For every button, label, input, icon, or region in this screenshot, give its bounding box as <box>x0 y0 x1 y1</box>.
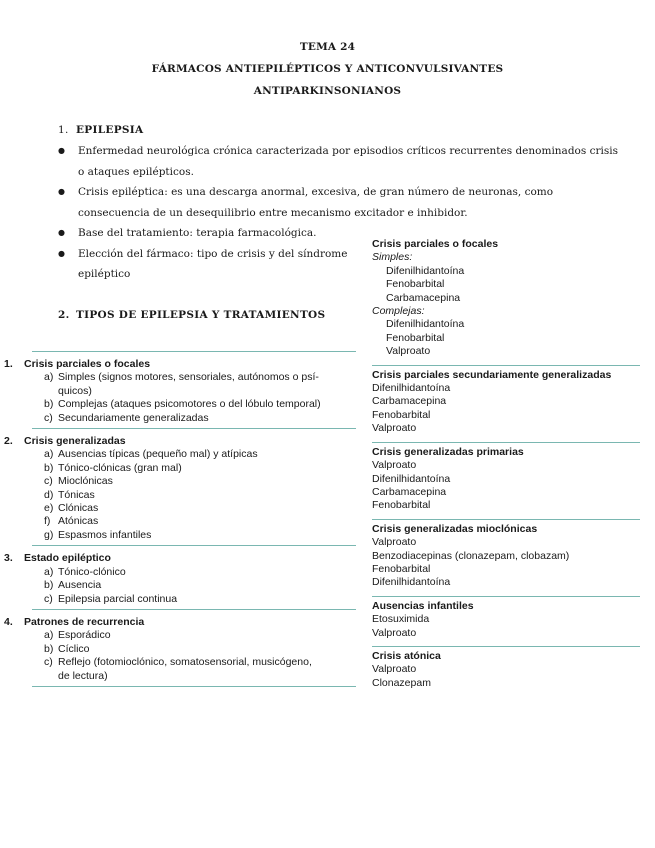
list-item <box>32 398 356 411</box>
item-letter: e) <box>44 502 54 515</box>
bullet-item: ● Crisis epiléptica: es una descarga anormal, excesiva, de gran número de neuronas, como consecuencia de un desequilibrio entre mecanismo excitador e inhibidor. <box>58 182 618 223</box>
list-item <box>32 462 356 475</box>
item-letter: a) <box>44 565 54 578</box>
drug-item: Valproato <box>372 626 417 639</box>
group-title: Crisis atónica <box>372 649 441 662</box>
type-group <box>4 429 356 545</box>
list-item <box>32 502 356 515</box>
drug-item: Etosuximida <box>372 613 430 626</box>
drug-item: Carbamacepina <box>386 291 461 304</box>
treatment-group <box>372 366 640 442</box>
section-2-number: 2. <box>58 309 70 321</box>
group-title: Crisis generalizadas mioclónicas <box>372 522 538 535</box>
item-text: Tónico-clónico <box>58 565 126 578</box>
item-letter: a) <box>44 629 54 642</box>
item-letter: b) <box>44 398 54 411</box>
drug-item: Fenobarbital <box>372 499 431 512</box>
drug-item: Fenobarbital <box>372 408 431 421</box>
group-number: 1. <box>4 358 13 370</box>
section-2-title: TIPOS DE EPILEPSIA Y TRATAMIENTOS <box>76 309 326 321</box>
item-text: quicos) <box>58 384 92 397</box>
drug-item: Valproato <box>372 663 417 676</box>
item-text: Secundariamente generalizadas <box>58 411 209 424</box>
group-title: Patrones de recurrencia <box>24 615 145 628</box>
group-number: 4. <box>4 615 13 628</box>
item-letter: b) <box>44 461 54 474</box>
list-item <box>32 475 356 488</box>
list-item <box>32 566 356 579</box>
item-text: Cíclico <box>58 642 90 655</box>
epilepsy-types-table <box>4 351 356 687</box>
group-title: Ausencias infantiles <box>372 599 474 612</box>
group-title: Crisis generalizadas <box>24 435 126 448</box>
list-item-continuation <box>32 385 356 398</box>
drug-item: Clonazepam <box>372 676 431 689</box>
drug-item: Difenilhidantoína <box>386 264 465 277</box>
item-text: Atónicas <box>58 515 99 528</box>
item-text: Esporádico <box>58 629 111 642</box>
treatment-group <box>372 443 640 519</box>
treatment-table <box>372 235 640 708</box>
treatment-group <box>372 647 640 696</box>
item-letter: b) <box>44 642 54 655</box>
item-letter: d) <box>44 488 54 501</box>
item-text: Ausencia <box>58 579 102 592</box>
item-text: Simples (signos motores, sensoriales, autónomos o psí- <box>58 371 319 384</box>
section-1-heading <box>58 124 143 136</box>
item-text: Reflejo (fotomioclónico, somatosensorial, musicógeno, <box>58 656 312 669</box>
drug-item: Valproato <box>372 536 417 549</box>
table-divider <box>32 686 356 687</box>
type-group <box>4 352 356 428</box>
treatment-group <box>372 235 640 365</box>
item-text: de lectura) <box>58 669 108 682</box>
group-number: 3. <box>4 552 13 565</box>
subgroup-label: Simples: <box>372 251 413 264</box>
doc-title: TEMA 24 <box>299 41 356 53</box>
section-1-title: EPILEPSIA <box>76 124 144 136</box>
item-text: Tónicas <box>58 488 95 501</box>
type-group <box>4 546 356 609</box>
list-item <box>32 489 356 502</box>
item-text: Ausencias típicas (pequeño mal) y atípicas <box>58 448 258 461</box>
item-text: Espasmos infantiles <box>58 528 152 541</box>
list-item <box>32 593 356 606</box>
list-item <box>32 412 356 425</box>
drug-item: Carbamacepina <box>372 485 447 498</box>
item-letter: a) <box>44 448 54 461</box>
list-item <box>32 371 356 384</box>
item-letter: f) <box>44 515 51 528</box>
group-number: 2. <box>4 435 13 448</box>
section-1-number: 1. <box>58 124 69 136</box>
group-title: Estado epiléptico <box>24 552 111 565</box>
item-letter: g) <box>44 528 54 541</box>
doc-subtitle: FÁRMACOS ANTIEPILÉPTICOS Y ANTICONVULSIVANTES <box>151 63 504 75</box>
subgroup-label: Complejas: <box>372 305 425 318</box>
treatment-group <box>372 597 640 646</box>
drug-item: Difenilhidantoína <box>372 472 451 485</box>
drug-item: Fenobarbital <box>372 562 431 575</box>
drug-item: Difenilhidantoína <box>372 576 451 589</box>
group-title: Crisis parciales o focales <box>372 238 499 250</box>
group-title: Crisis parciales secundariamente generalizadas <box>372 368 612 381</box>
group-title: Crisis generalizadas primarias <box>372 445 524 458</box>
item-text: Clónicas <box>58 502 99 515</box>
list-item <box>32 629 356 642</box>
treatment-group <box>372 520 640 596</box>
drug-item: Difenilhidantoína <box>386 318 465 331</box>
bullet-item: ● Elección del fármaco: tipo de crisis y del síndrome epiléptico <box>58 244 353 285</box>
drug-item: Benzodiacepinas (clonazepam, clobazam) <box>372 549 570 562</box>
item-letter: c) <box>44 592 53 605</box>
item-letter: b) <box>44 579 54 592</box>
drug-item: Valproato <box>372 459 417 472</box>
item-letter: c) <box>44 411 53 424</box>
list-item <box>32 448 356 461</box>
list-item <box>32 579 356 592</box>
item-text: Complejas (ataques psicomotores o del lóbulo temporal) <box>58 398 321 411</box>
bullet-item: ● Enfermedad neurológica crónica caracterizada por episodios críticos recurrentes denominados crisis o ataques epilépticos. <box>58 141 618 182</box>
item-letter: c) <box>44 475 53 488</box>
item-text: Epilepsia parcial continua <box>58 592 178 605</box>
section-2-heading <box>58 309 325 321</box>
doc-subtitle-2: ANTIPARKINSONIANOS <box>253 85 402 97</box>
group-title: Crisis parciales o focales <box>24 358 151 370</box>
drug-item: Valproato <box>372 422 417 435</box>
list-item <box>32 643 356 656</box>
drug-item: Difenilhidantoína <box>372 382 451 395</box>
list-item <box>32 529 356 542</box>
type-group <box>4 610 356 686</box>
drug-item: Valproato <box>386 345 431 358</box>
item-letter: a) <box>44 371 54 384</box>
drug-item: Carbamacepina <box>372 395 447 408</box>
list-item <box>32 515 356 528</box>
item-text: Mioclónicas <box>58 475 113 488</box>
list-item <box>32 656 356 669</box>
list-item-continuation <box>32 670 356 683</box>
drug-item: Fenobarbital <box>386 278 445 291</box>
drug-item: Fenobarbital <box>386 331 445 344</box>
bullet-item: ● Base del tratamiento: terapia farmacológica. <box>58 223 353 244</box>
item-text: Tónico-clónicas (gran mal) <box>58 461 182 474</box>
item-letter: c) <box>44 656 53 669</box>
